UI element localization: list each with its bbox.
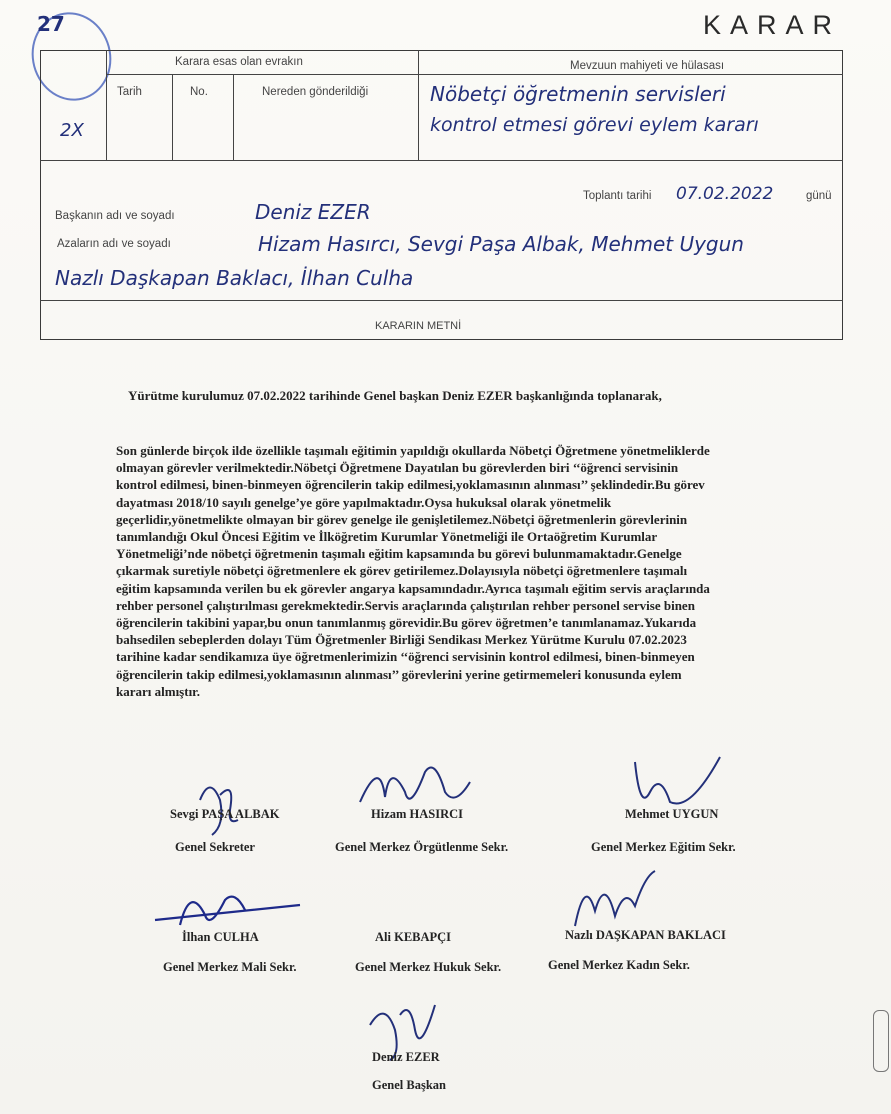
edge-clip-mark	[873, 1010, 889, 1072]
body-line: dayatması 2018/10 sayılı genelge’ye göre yapılmaktadır.Oysa hukuksal olarak yönetmelik	[116, 494, 612, 510]
col-group-header: Karara esas olan evrakın	[175, 56, 303, 68]
signatory-name: Mehmet UYGUN	[625, 807, 719, 821]
mevzu-line-1: Nöbetçi öğretmenin servisleri	[430, 82, 726, 106]
signatory-name: Sevgi PAŞA ALBAK	[170, 807, 280, 821]
margin-note: 2X	[60, 120, 84, 141]
body-line: öğrencilerin takibini yapar,bu onun tanımlanmış görevidir.Bu görev öğretmen’e tanımlanamaz.Yukarıda	[116, 615, 697, 631]
table-rule	[40, 160, 843, 161]
table-rule	[418, 50, 419, 160]
signatory-title: Genel Merkez Örgütlenme Sekr.	[335, 840, 509, 854]
signatory-name: Ali KEBAPÇI	[375, 930, 452, 944]
col-header-no: No.	[190, 86, 208, 98]
signatory-title: Genel Merkez Eğitim Sekr.	[591, 840, 736, 854]
meeting-date-value: 07.02.2022	[676, 184, 774, 204]
signature-scribble	[565, 866, 665, 936]
signatory-name: İlhan CULHA	[182, 930, 259, 944]
signatory-name: Deniz EZER	[372, 1050, 440, 1064]
signatory-name: Nazlı DAŞKAPAN BAKLACI	[565, 928, 726, 942]
members-label: Azaların adı ve soyadı	[57, 238, 171, 250]
meeting-date-label: Toplantı tarihi	[583, 190, 652, 202]
body-line: tarihine kadar sendikamıza üye öğretmenlerimizin ‘‘öğrenci servisinin kontrol edilmesi, binen-binmeyen	[116, 649, 695, 665]
mevzu-line-2: kontrol etmesi görevi eylem kararı	[430, 114, 759, 136]
body-line: geçerlidir,yönetmelikte olmayan bir görev genelge ile genişletilemez.Nöbetçi öğretmenlerin görevlerinin	[116, 511, 688, 527]
stamp-number: 27	[37, 12, 65, 36]
body-line: bahsedilen sebeplerden dolayı Tüm Öğretmenler Birliği Sendikası Merkez Yürütme Kurulu 07.02.2023	[116, 632, 687, 648]
table-rule	[40, 300, 843, 301]
body-line: öğrencilerin takip edilmesi,yoklamasının alınması’’ görevlerini yerine getirmemeleri konusunda eylem	[116, 666, 682, 682]
decision-body	[116, 442, 776, 700]
signatory-title: Genel Sekreter	[175, 840, 255, 854]
body-line: rehber personel çalıştırılması gerekmektedir.Servis araçlarında çalıştırılan rehber personel servise binen	[116, 597, 695, 613]
table-rule	[172, 74, 173, 160]
body-line: eğitim kapsamında verilen bu ek görevler angarya kapsamındadır.Ayrıca taşımalı eğitim servis araçlarında	[116, 580, 710, 596]
body-line: olmayan görevler verilmektedir.Nöbetçi Öğretmene Dayatılan bu görevlerden biri ‘‘öğrenci servisinin	[116, 460, 679, 476]
signatory-title: Genel Merkez Hukuk Sekr.	[355, 960, 502, 974]
chair-label: Başkanın adı ve soyadı	[55, 210, 175, 222]
body-line: çıkarmak suretiyle nöbetçi öğretmenlere ek görev getirilemez.Dolayısıyla nöbetçi öğretmenlere taşımalı	[116, 563, 688, 579]
col-header-tarih: Tarih	[117, 86, 142, 98]
signatory-title: Genel Merkez Mali Sekr.	[163, 960, 297, 974]
signatory-title: Genel Başkan	[372, 1078, 446, 1092]
body-line: Son günlerde birçok ilde özellikle taşımalı eğitimin yapıldığı okullarda Nöbetçi Öğretmene yönetmeliklerde	[116, 443, 710, 458]
signature-scribble	[190, 770, 250, 840]
signatory-name: Hizam HASIRCI	[371, 807, 464, 821]
members-line-2: Nazlı Daşkapan Baklacı, İlhan Culha	[55, 266, 414, 290]
body-line: Yönetmeliği’nde nöbetçi öğretmenin taşımalı eğitim kapsamında bu görevi bulunmamaktadır.Genelge	[116, 546, 682, 562]
document-title: KARAR	[702, 10, 841, 40]
col-header-mevzu: Mevzuun mahiyeti ve hülasası	[570, 60, 725, 72]
intro-line: Yürütme kurulumuz 07.02.2022 tarihinde Genel başkan Deniz EZER başkanlığında toplanarak,	[128, 388, 662, 403]
table-rule	[106, 74, 843, 75]
body-line: kararı almıştır.	[116, 683, 201, 699]
section-title: KARARIN METNİ	[375, 320, 462, 332]
table-rule	[106, 50, 107, 160]
signatory-title: Genel Merkez Kadın Sekr.	[548, 958, 690, 972]
members-line-1: Hizam Hasırcı, Sevgi Paşa Albak, Mehmet Uygun	[258, 232, 744, 256]
body-line: kontrol edilmesi, binen-binmeyen öğrencilerin takip edilmesi,yoklamasının alınması’’ şeklindedir.Bu görev	[116, 477, 705, 493]
table-rule	[233, 74, 234, 160]
body-line: tanımlandığı Okul Öncesi Eğitim ve İlköğretim Kurumlar Yönetmeliği ile Ortaöğretim Kurumlar	[116, 529, 658, 545]
col-header-nereden: Nereden gönderildiği	[262, 86, 369, 98]
meeting-date-suffix: günü	[806, 190, 832, 202]
chair-value: Deniz EZER	[255, 200, 371, 224]
